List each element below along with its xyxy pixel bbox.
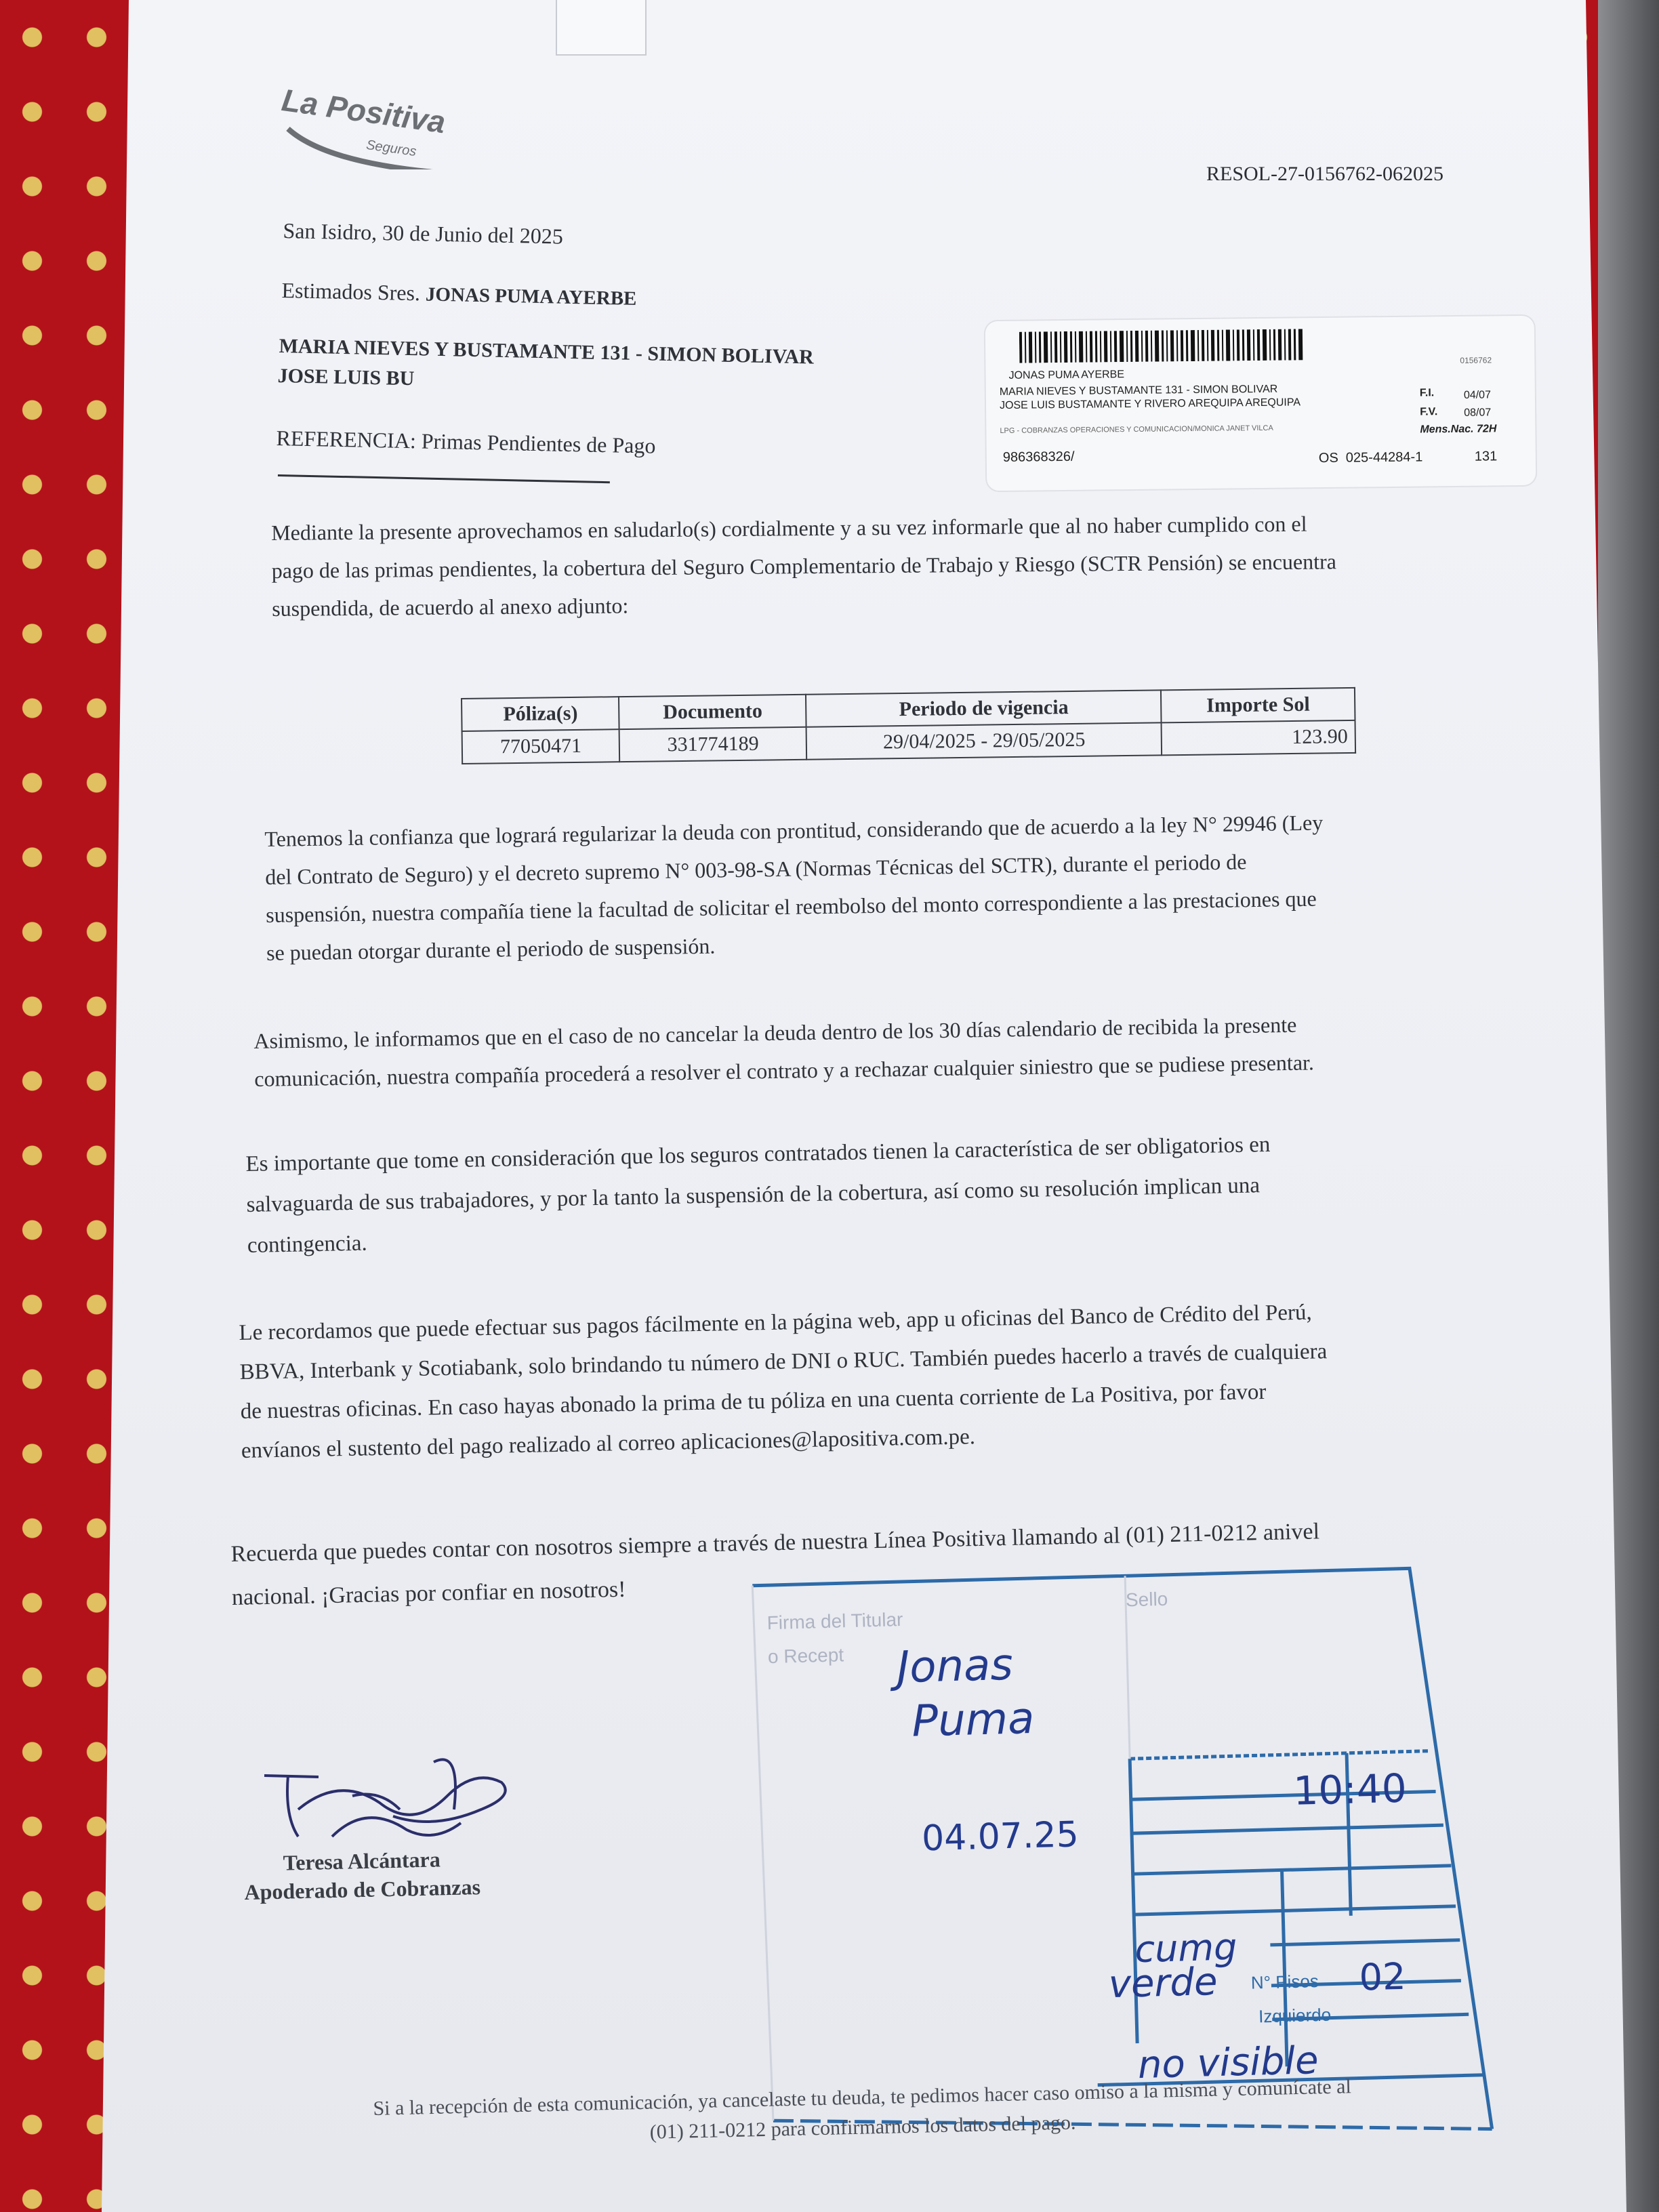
handwritten-note-2: verde — [1108, 1959, 1218, 2007]
paragraph-2 — [264, 803, 1325, 972]
paragraph-line: BBVA, Interbank y Scotiabank, solo brindando tu número de DNI o RUC. También puedes hacerlo a través de cualquiera — [239, 1339, 1328, 1385]
signer-block — [243, 1844, 480, 1906]
greeting-prefix: Estimados Sres. — [281, 278, 421, 306]
label-fi-label: F.I. — [1419, 387, 1435, 399]
reference-label: REFERENCIA: — [276, 426, 417, 453]
column-header-policy: Póliza(s) — [462, 697, 619, 731]
label-fv-value: 08/07 — [1464, 407, 1492, 419]
cell-document: 331774189 — [619, 727, 807, 762]
paragraph-line: del Contrato de Seguro) y el decreto supremo N° 003-98-SA (Normas Técnicas del SCTR), durante el periodo de — [265, 849, 1247, 889]
paragraph-line: Mediante la presente aprovechamos en saludarlo(s) cordialmente y a su vez informarle que al no haber cumplido con el — [271, 511, 1307, 545]
handwritten-date: 04.07.25 — [921, 1814, 1080, 1860]
footer-line-1: Si a la recepción de esta comunicación, ya cancelaste tu deuda, te pedimos hacer caso omiso a la misma y comunícate al — [373, 2075, 1352, 2120]
paragraph-line: Le recordamos que puede efectuar sus pagos fácilmente en la página web, app u oficinas del Banco de Crédito del Perú, — [239, 1300, 1313, 1345]
stamp-faint-label-3: Sello — [1125, 1588, 1168, 1611]
policy-table — [461, 687, 1356, 764]
reference-text: Primas Pendientes de Pago — [421, 428, 656, 458]
paragraph-line: se puedan otorgar durante el periodo de suspensión. — [266, 933, 716, 965]
shipping-label — [985, 316, 1536, 491]
paragraph-5 — [239, 1292, 1329, 1471]
label-os-label: OS — [1318, 450, 1338, 466]
label-os-number: 131 — [1474, 449, 1498, 464]
paragraph-line: Asimismo, le informamos que en el caso de no cancelar la deuda dentro de los 30 días calendario de recibida la presente — [253, 1012, 1297, 1053]
stamp-izquierdo-label: Izquierdo — [1258, 2004, 1332, 2027]
cell-amount: 123.90 — [1162, 720, 1355, 755]
column-header-document: Documento — [619, 695, 806, 729]
label-address-2: JOSE LUIS BUSTAMANTE Y RIVERO AREQUIPA AREQUIPA — [999, 396, 1301, 412]
recipient-name: JONAS PUMA AYERBE — [425, 283, 637, 310]
handwritten-name-2: Puma — [911, 1693, 1036, 1747]
paragraph-line: contingencia. — [247, 1231, 368, 1258]
address-line-1: MARIA NIEVES Y BUSTAMANTE 131 - SIMON BOLIVAR — [279, 335, 815, 369]
logo-subtext: Seguros — [365, 137, 417, 160]
handwritten-name-1: Jonas — [896, 1639, 1014, 1694]
label-name: JONAS PUMA AYERBE — [1008, 369, 1125, 382]
cell-policy: 77050471 — [462, 729, 620, 764]
paragraph-line: Es importante que tome en consideración que los seguros contratados tienen la característica de ser obligatorios en — [245, 1132, 1271, 1176]
footer-line-2: (01) 211-0212 para confirmarnos los datos del pago. — [649, 2111, 1076, 2144]
address-line-2: JOSE LUIS BU — [277, 365, 415, 390]
paragraph-1 — [271, 504, 1337, 628]
paragraph-line: suspensión, nuestra compañía tiene la facultad de solicitar el reembolso del monto correspondiente a las prestaciones que — [265, 886, 1317, 927]
column-header-period: Periodo de vigencia — [806, 690, 1162, 726]
paper-tab — [556, 0, 647, 56]
paragraph-line: de nuestras oficinas. En caso hayas abonado la prima de tu póliza en una cuenta corriente de La Positiva, por favor — [240, 1379, 1267, 1424]
barcode-icon — [1019, 329, 1304, 363]
stamp-faint-label-2: o Recept — [767, 1644, 844, 1668]
label-department: LPG - COBRANZAS OPERACIONES Y COMUNICACION/MONICA JANET VILCA — [1000, 424, 1273, 436]
paragraph-line: envíanos el sustento del pago realizado al correo aplicaciones@lapositiva.com.pe. — [241, 1425, 976, 1463]
handwritten-note-3: no visible — [1137, 2039, 1319, 2088]
logo-text: La Positiva — [279, 81, 448, 140]
column-header-amount: Importe Sol — [1161, 688, 1355, 722]
label-code: 0156762 — [1460, 355, 1492, 365]
cell-period: 29/04/2025 - 29/05/2025 — [806, 722, 1162, 759]
signature-icon — [258, 1735, 542, 1857]
handwritten-time: 10:40 — [1292, 1765, 1408, 1814]
stamp-pisos-label: N° Pisos — [1250, 1971, 1319, 1993]
handwritten-pisos-value: 02 — [1358, 1954, 1407, 1999]
paragraph-line: Tenemos la confianza que logrará regularizar la deuda con prontitud, considerando que de acuerdo a la ley N° 29946 (Ley — [264, 810, 1324, 851]
paragraph-line: pago de las primas pendientes, la cobertura del Seguro Complementario de Trabajo y Riesgo (SCTR Pensión) se encuentra — [271, 549, 1337, 583]
reception-stamp — [745, 1559, 1499, 2154]
label-fi-value: 04/07 — [1463, 389, 1492, 401]
label-fv-label: F.V. — [1420, 406, 1438, 418]
label-service: Mens.Nac. 72H — [1420, 423, 1497, 436]
label-phone: 986368326/ — [1002, 449, 1075, 465]
signer-name: Teresa Alcántara — [283, 1847, 441, 1875]
paragraph-line: salvaguarda de sus trabajadores, y por la tanto la suspensión de la cobertura, así como su resolución implican una — [246, 1173, 1261, 1217]
paragraph-line: comunicación, nuestra compañía procederá a resolver el contrato y a rechazar cualquier siniestro que se pudiese presentar. — [254, 1050, 1315, 1091]
company-logo — [279, 81, 468, 190]
label-address-1: MARIA NIEVES Y BUSTAMANTE 131 - SIMON BOLIVAR — [999, 383, 1278, 398]
place-date: San Isidro, 30 de Junio del 2025 — [283, 218, 564, 249]
stamp-faint-label-1: Firma del Titular — [766, 1608, 903, 1634]
paragraph-line: suspendida, de acuerdo al anexo adjunto: — [272, 593, 629, 621]
stamp-frame-icon — [745, 1559, 1499, 2154]
label-os-value: 025-44284-1 — [1345, 449, 1423, 466]
signer-title: Apoderado de Cobranzas — [244, 1875, 481, 1904]
handwritten-note-1: cumg — [1134, 1925, 1238, 1971]
paragraph-line: Recuerda que puedes contar con nosotros siempre a través de nuestra Línea Positiva llamando al (01) 211-0212 anivel — [230, 1519, 1320, 1567]
paragraph-line: nacional. ¡Gracias por confiar en nosotros! — [231, 1576, 626, 1610]
resolution-number: RESOL-27-0156762-062025 — [1206, 163, 1443, 185]
paragraph-4 — [245, 1124, 1272, 1266]
